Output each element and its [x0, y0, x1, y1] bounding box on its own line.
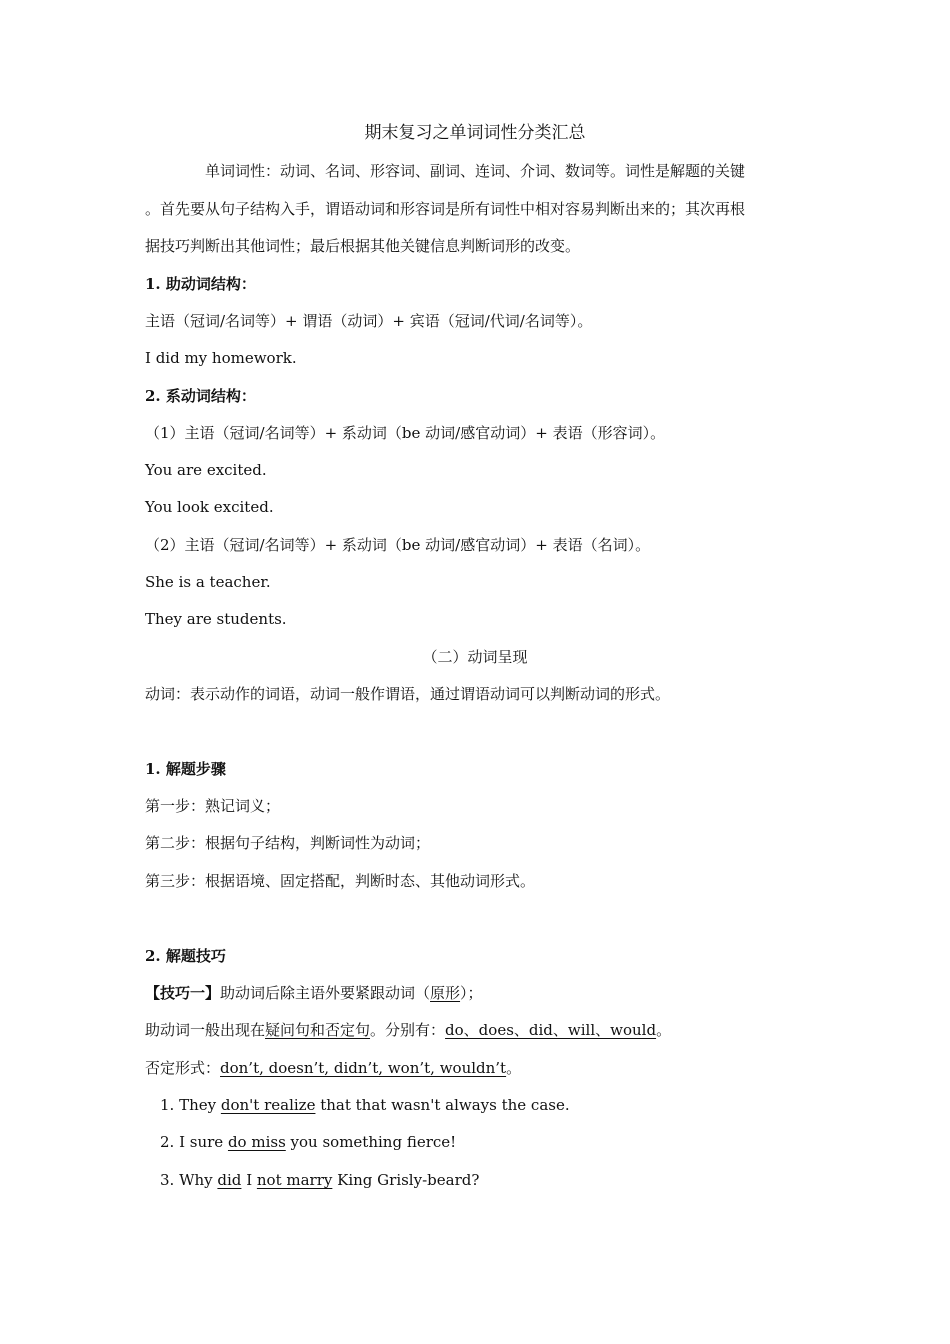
tip-example-3-start: 3. Why [160, 1171, 218, 1189]
tip-example-3 [160, 1170, 810, 1190]
aux-verb-list: do、does、did、will、would [445, 1021, 657, 1039]
step-2: 第二步：根据句子结构，判断词性为动词； [145, 834, 431, 852]
section2-example-1b: You look excited. [145, 498, 274, 516]
tip1-line [145, 983, 810, 1003]
tip-example-2-verb: do miss [227, 1133, 286, 1151]
tip1-text: 助动词后除主语外要紧跟动词（ [220, 984, 431, 1002]
tips-heading: 2. 解题技巧 [145, 947, 226, 965]
negative-forms-list: don’t, doesn’t, didn’t, won’t, wouldn’t [220, 1059, 507, 1077]
section1-example: I did my homework. [145, 349, 297, 367]
aux-appear-line [145, 1020, 810, 1040]
intro-line-1: 单词词性：动词、名词、形容词、副词、连词、介词、数词等。词性是解题的关键 [205, 162, 746, 180]
negative-forms-line [145, 1058, 810, 1078]
negative-forms-end: 。 [506, 1059, 522, 1077]
intro-line-2: 。首先要从句子结构入手，谓语动词和形容词是所有词性中相对容易判断出来的；其次再根 [145, 200, 746, 218]
aux-appear-end: 。 [656, 1021, 672, 1039]
part2-definition: 动词：表示动作的词语，动词一般作谓语，通过谓语动词可以判断动词的形式。 [145, 685, 671, 703]
section2-formula2: （2）主语（冠词/名词等）+ 系动词（be 动词/感官动词）+ 表语（名词）。 [145, 536, 651, 554]
tip1-label: 【技巧一】 [145, 984, 221, 1002]
aux-appear-prefix: 助动词一般出现在 [145, 1021, 266, 1039]
tip-example-3-end: King Grisly-beard? [332, 1171, 480, 1189]
section1-heading: 1. 助动词结构： [145, 275, 256, 293]
tip-example-3-aux: did [217, 1171, 242, 1189]
section2-example-2b: They are students. [145, 610, 287, 628]
tip-example-1-verb: don't realize [220, 1096, 316, 1114]
tip-example-1-end: that that wasn't always the case. [315, 1096, 570, 1114]
tip-example-3-mid: I [241, 1171, 257, 1189]
step-3: 第三步：根据语境、固定搭配，判断时态、其他动词形式。 [145, 872, 536, 890]
tip1-suffix: ）； [460, 984, 483, 1002]
tip-example-2-end: you something fierce! [285, 1133, 457, 1151]
page-title: 期末复习之单词词性分类汇总 [364, 123, 586, 143]
part2-heading: （二）动词呈现 [422, 648, 528, 666]
step-1: 第一步：熟记词义； [145, 797, 281, 815]
section2-heading: 2. 系动词结构： [145, 387, 256, 405]
aux-appear-sentence-types: 疑问句和否定句 [265, 1021, 371, 1039]
section2-example-2a: She is a teacher. [145, 573, 271, 591]
section1-formula: 主语（冠词/名词等）+ 谓语（动词）+ 宾语（冠词/代词/名词等）。 [145, 312, 593, 330]
tip-example-2-start: 2. I sure [160, 1133, 228, 1151]
tip-example-1 [160, 1095, 810, 1115]
tip1-underlined: 原形 [430, 984, 461, 1002]
section2-formula1: （1）主语（冠词/名词等）+ 系动词（be 动词/感官动词）+ 表语（形容词）。 [145, 424, 666, 442]
aux-appear-mid: 。分别有： [370, 1021, 446, 1039]
tip-example-3-verb: not marry [256, 1171, 333, 1189]
tip-example-2 [160, 1132, 810, 1152]
section2-example-1a: You are excited. [145, 461, 267, 479]
negative-forms-prefix: 否定形式： [145, 1059, 221, 1077]
tip-example-1-start: 1. They [160, 1096, 221, 1114]
intro-line-3: 据技巧判断出其他词性；最后根据其他关键信息判断词形的改变。 [145, 237, 581, 255]
steps-heading: 1. 解题步骤 [145, 760, 226, 778]
